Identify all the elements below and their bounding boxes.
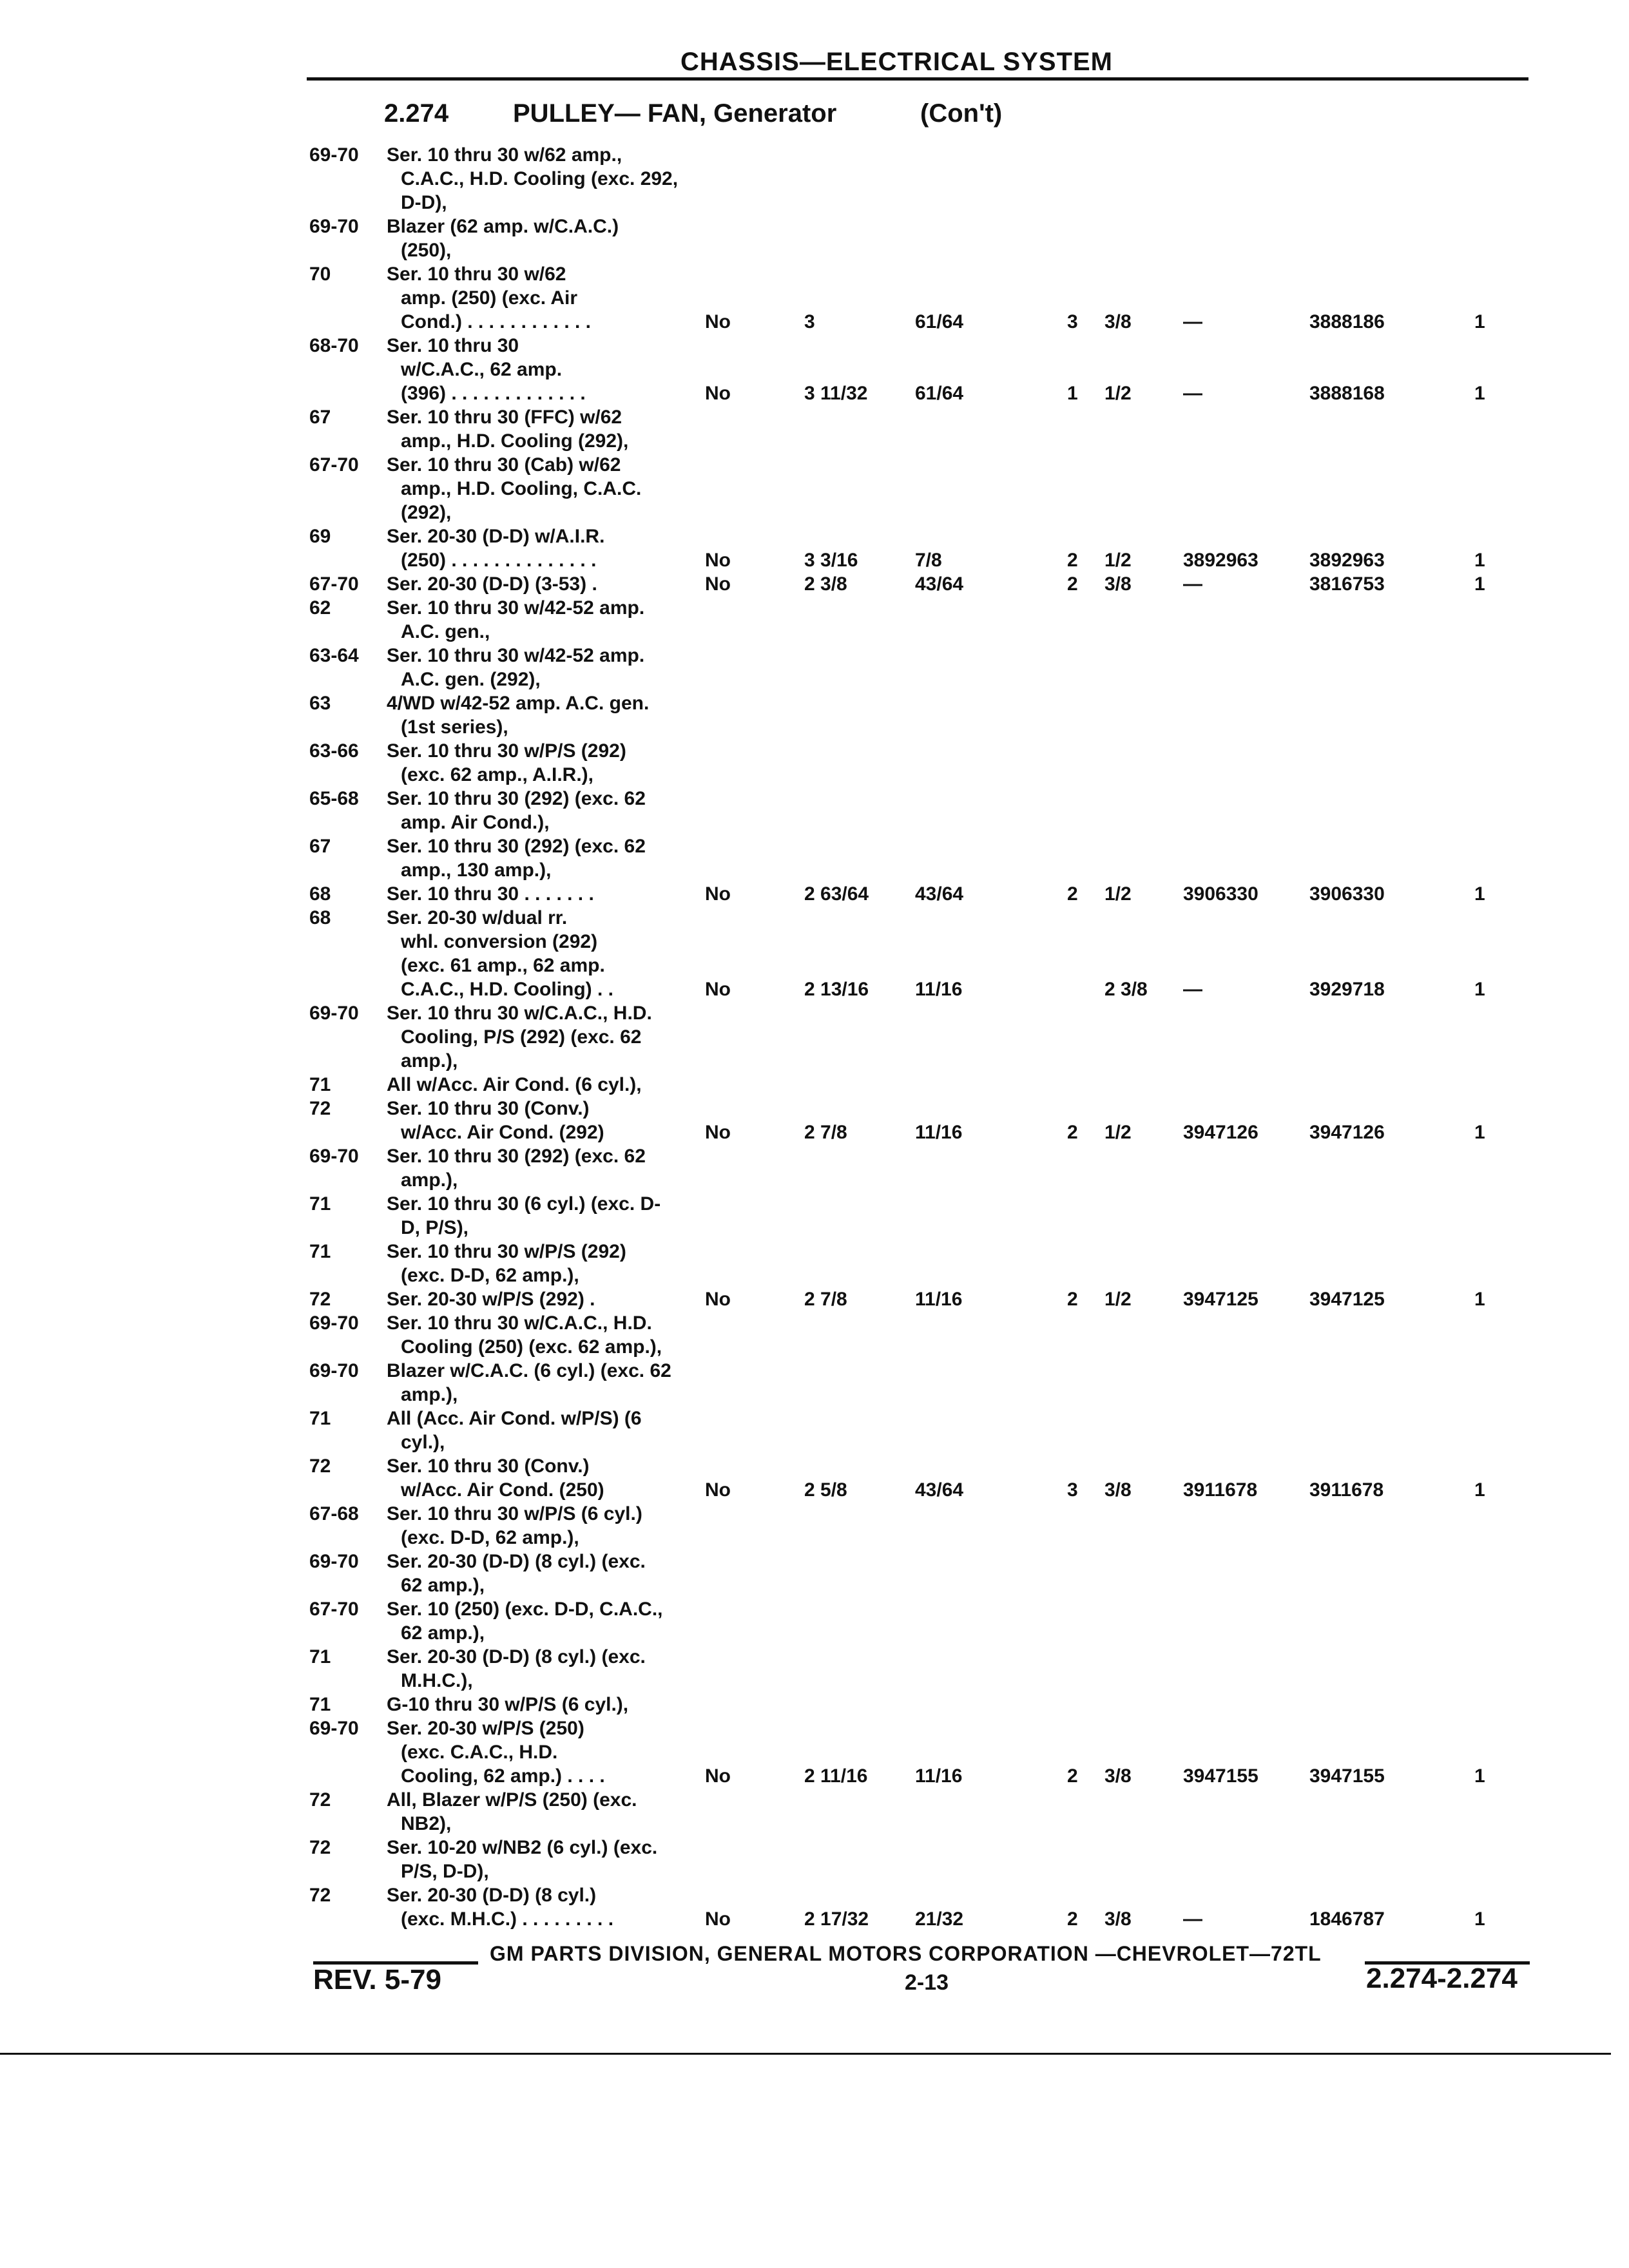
- application-description: Cond.) . . . . . . . . . . . .: [401, 311, 592, 332]
- list-item: [0, 1812, 1629, 1836]
- application-description: amp.),: [401, 1169, 458, 1191]
- model-years: 71: [309, 1646, 331, 1667]
- model-years: 67-70: [309, 573, 359, 595]
- list-item: [0, 882, 1629, 906]
- application-description: Ser. 10 thru 30 w/42-52 amp.: [387, 597, 645, 619]
- application-description: Ser. 10 thru 30 w/C.A.C., H.D.: [387, 1312, 652, 1334]
- part-number: 3929718: [1309, 979, 1385, 1000]
- application-description: 4/WD w/42-52 amp. A.C. gen.: [387, 693, 650, 714]
- list-item: [0, 1359, 1629, 1383]
- model-years: 72: [309, 1885, 331, 1906]
- model-years: 69-70: [309, 1551, 359, 1572]
- model-years: 68: [309, 883, 331, 905]
- list-item: [0, 930, 1629, 954]
- application-description: All (Acc. Air Cond. w/P/S) (6: [387, 1408, 642, 1429]
- availability: No: [705, 573, 731, 595]
- application-description: amp. (250) (exc. Air: [401, 287, 577, 309]
- list-item: [0, 1144, 1629, 1168]
- section-number: 2.274: [384, 99, 449, 128]
- availability: No: [705, 1479, 731, 1501]
- availability: No: [705, 383, 731, 404]
- model-years: 71: [309, 1408, 331, 1429]
- model-years: 70: [309, 264, 331, 285]
- list-item: [0, 1001, 1629, 1025]
- dimension-a: 2 3/8: [804, 573, 847, 595]
- list-item: [0, 858, 1629, 882]
- dimension-c-fraction: 3/8: [1104, 311, 1132, 332]
- group-part-number: 3892963: [1183, 550, 1258, 571]
- list-item: [0, 524, 1629, 548]
- dimension-b: 43/64: [915, 573, 964, 595]
- dimension-c-fraction: 3/8: [1104, 1908, 1132, 1930]
- list-item: [0, 1240, 1629, 1264]
- quantity: 1: [1474, 883, 1485, 905]
- page-title: CHASSIS—ELECTRICAL SYSTEM: [680, 48, 1113, 76]
- list-item: [0, 167, 1629, 191]
- section-heading: [384, 99, 1002, 128]
- group-part-number: 3947126: [1183, 1122, 1258, 1143]
- application-description: (396) . . . . . . . . . . . . .: [401, 383, 586, 404]
- list-item: [0, 405, 1629, 429]
- application-description: (292),: [401, 502, 452, 523]
- list-item: [0, 1168, 1629, 1192]
- list-item: [0, 644, 1629, 668]
- dimension-b: 11/16: [915, 1289, 963, 1310]
- model-years: 62: [309, 597, 331, 619]
- dimension-c-fraction: 3/8: [1104, 1765, 1132, 1787]
- dimension-b: 43/64: [915, 883, 964, 905]
- application-description: Ser. 20-30 w/P/S (292) .: [387, 1289, 595, 1310]
- list-item: [0, 1645, 1629, 1669]
- model-years: 69-70: [309, 1003, 359, 1024]
- model-years: 72: [309, 1789, 331, 1811]
- list-item: [0, 668, 1629, 691]
- application-description: 62 amp.),: [401, 1575, 485, 1596]
- application-description: Ser. 10 thru 30: [387, 335, 519, 356]
- model-years: 69-70: [309, 216, 359, 237]
- application-description: amp., 130 amp.),: [401, 860, 552, 881]
- application-description: amp.),: [401, 1384, 458, 1405]
- model-years: 63-64: [309, 645, 359, 666]
- dimension-a: 3 11/32: [804, 383, 868, 404]
- footer-publisher: GM PARTS DIVISION, GENERAL MOTORS CORPORATION —CHEVROLET—72TL: [490, 1942, 1322, 1965]
- application-description: Ser. 20-30 (D-D) (8 cyl.) (exc.: [387, 1551, 646, 1572]
- application-description: G-10 thru 30 w/P/S (6 cyl.),: [387, 1694, 629, 1715]
- section-name: PULLEY— FAN, Generator: [513, 99, 837, 128]
- application-description: amp. Air Cond.),: [401, 812, 550, 833]
- list-item: [0, 596, 1629, 620]
- model-years: 67: [309, 836, 331, 857]
- quantity: 1: [1474, 979, 1485, 1000]
- list-item: [0, 1836, 1629, 1860]
- list-item: [0, 1407, 1629, 1430]
- model-years: 69-70: [309, 1146, 359, 1167]
- application-description: P/S, D-D),: [401, 1861, 489, 1882]
- bottom-rule: [0, 2053, 1611, 2055]
- application-description: Ser. 20-30 (D-D) (8 cyl.) (exc.: [387, 1646, 646, 1667]
- list-item: [0, 334, 1629, 358]
- application-description: D, P/S),: [401, 1217, 469, 1238]
- dimension-c: 1: [1067, 383, 1078, 404]
- model-years: 71: [309, 1694, 331, 1715]
- part-number: 1846787: [1309, 1908, 1385, 1930]
- page-number: 2-13: [905, 1970, 949, 1995]
- list-item: [0, 381, 1629, 405]
- dimension-b: 43/64: [915, 1479, 964, 1501]
- dimension-c: 2: [1067, 1289, 1078, 1310]
- list-item: [0, 429, 1629, 453]
- dimension-c: 2: [1067, 550, 1078, 571]
- availability: No: [705, 1289, 731, 1310]
- group-part-number: —: [1183, 1908, 1202, 1930]
- application-description: w/Acc. Air Cond. (250): [401, 1479, 604, 1501]
- list-item: [0, 191, 1629, 215]
- revision-label: REV. 5-79: [313, 1964, 441, 1995]
- dimension-c: 3: [1067, 311, 1078, 332]
- list-item: [0, 453, 1629, 477]
- dimension-a: 2 63/64: [804, 883, 869, 905]
- model-years: 72: [309, 1456, 331, 1477]
- dimension-b: 11/16: [915, 1122, 963, 1143]
- part-number: 3911678: [1309, 1479, 1384, 1501]
- model-years: 68: [309, 907, 331, 928]
- dimension-c-fraction: 3/8: [1104, 573, 1132, 595]
- application-description: Ser. 10 thru 30 w/P/S (292): [387, 740, 626, 762]
- list-item: [0, 620, 1629, 644]
- dimension-a: 2 5/8: [804, 1479, 847, 1501]
- dimension-b: 21/32: [915, 1908, 964, 1930]
- application-description: (exc. D-D, 62 amp.),: [401, 1527, 579, 1548]
- dimension-c-fraction: 2 3/8: [1104, 979, 1148, 1000]
- dimension-b: 61/64: [915, 383, 964, 404]
- list-item: [0, 238, 1629, 262]
- model-years: 67-70: [309, 1599, 359, 1620]
- group-part-number: 3906330: [1183, 883, 1258, 905]
- part-number: 3947125: [1309, 1289, 1385, 1310]
- availability: No: [705, 979, 731, 1000]
- header-rule: [307, 77, 1528, 81]
- availability: No: [705, 1908, 731, 1930]
- model-years: 67: [309, 407, 331, 428]
- application-description: w/C.A.C., 62 amp.: [401, 359, 563, 380]
- list-item: [0, 548, 1629, 572]
- list-item: [0, 1669, 1629, 1693]
- list-item: [0, 906, 1629, 930]
- list-item: [0, 1621, 1629, 1645]
- group-part-number: 3947125: [1183, 1289, 1258, 1310]
- list-item: [0, 262, 1629, 286]
- part-number: 3816753: [1309, 573, 1385, 595]
- application-description: Blazer w/C.A.C. (6 cyl.) (exc. 62: [387, 1360, 671, 1381]
- list-item: [0, 1335, 1629, 1359]
- list-item: [0, 1311, 1629, 1335]
- parts-list: [0, 143, 1629, 1931]
- part-number: 3888186: [1309, 311, 1385, 332]
- availability: No: [705, 311, 731, 332]
- list-item: [0, 501, 1629, 524]
- application-description: Ser. 10 thru 30 w/42-52 amp.: [387, 645, 645, 666]
- part-number: 3947126: [1309, 1122, 1385, 1143]
- application-description: amp.),: [401, 1050, 458, 1072]
- dimension-c-fraction: 3/8: [1104, 1479, 1132, 1501]
- application-description: Ser. 10 thru 30 w/P/S (292): [387, 1241, 626, 1262]
- application-description: Ser. 20-30 (D-D) (3-53) .: [387, 573, 597, 595]
- list-item: [0, 358, 1629, 381]
- dimension-c: 2: [1067, 573, 1078, 595]
- application-description: Ser. 20-30 w/dual rr.: [387, 907, 568, 928]
- dimension-c: 2: [1067, 1765, 1078, 1787]
- application-description: (250) . . . . . . . . . . . . . .: [401, 550, 597, 571]
- application-description: (exc. M.H.C.) . . . . . . . . .: [401, 1908, 614, 1930]
- dimension-a: 2 17/32: [804, 1908, 869, 1930]
- list-item: [0, 1883, 1629, 1907]
- list-item: [0, 1788, 1629, 1812]
- quantity: 1: [1474, 1765, 1485, 1787]
- availability: No: [705, 883, 731, 905]
- list-item: [0, 1264, 1629, 1287]
- application-description: Ser. 10 thru 30 w/62: [387, 264, 566, 285]
- list-item: [0, 977, 1629, 1001]
- dimension-c-fraction: 1/2: [1104, 383, 1132, 404]
- group-part-number: —: [1183, 311, 1202, 332]
- list-item: [0, 286, 1629, 310]
- group-part-number: 3947155: [1183, 1765, 1258, 1787]
- list-item: [0, 739, 1629, 763]
- application-description: (exc. D-D, 62 amp.),: [401, 1265, 579, 1286]
- quantity: 1: [1474, 1908, 1485, 1930]
- dimension-c: 2: [1067, 1908, 1078, 1930]
- quantity: 1: [1474, 311, 1485, 332]
- application-description: Ser. 10 (250) (exc. D-D, C.A.C.,: [387, 1599, 663, 1620]
- dimension-a: 3 3/16: [804, 550, 858, 571]
- dimension-c: 2: [1067, 883, 1078, 905]
- application-description: Blazer (62 amp. w/C.A.C.): [387, 216, 619, 237]
- dimension-b: 11/16: [915, 979, 963, 1000]
- model-years: 65-68: [309, 788, 359, 809]
- application-description: C.A.C., H.D. Cooling) . .: [401, 979, 613, 1000]
- list-item: [0, 1502, 1629, 1526]
- application-description: Ser. 10 thru 30 (Conv.): [387, 1098, 590, 1119]
- dimension-c-fraction: 1/2: [1104, 1289, 1132, 1310]
- model-years: 71: [309, 1241, 331, 1262]
- application-description: (1st series),: [401, 716, 508, 738]
- model-years: 69: [309, 526, 331, 547]
- availability: No: [705, 550, 731, 571]
- model-years: 72: [309, 1837, 331, 1858]
- model-years: 68-70: [309, 335, 359, 356]
- model-years: 72: [309, 1289, 331, 1310]
- list-item: [0, 1430, 1629, 1454]
- part-number: 3947155: [1309, 1765, 1385, 1787]
- list-item: [0, 787, 1629, 811]
- model-years: 67-68: [309, 1503, 359, 1524]
- group-part-number: —: [1183, 979, 1202, 1000]
- application-description: 62 amp.),: [401, 1622, 485, 1644]
- list-item: [0, 1192, 1629, 1216]
- model-years: 63-66: [309, 740, 359, 762]
- list-item: [0, 1216, 1629, 1240]
- application-description: w/Acc. Air Cond. (292): [401, 1122, 604, 1143]
- application-description: Ser. 10 thru 30 w/62 amp.,: [387, 144, 622, 166]
- application-description: C.A.C., H.D. Cooling (exc. 292,: [401, 168, 679, 189]
- application-description: Ser. 10 thru 30 (Cab) w/62: [387, 454, 621, 476]
- section-range: 2.274-2.274: [1366, 1963, 1518, 1994]
- application-description: Ser. 20-30 (D-D) (8 cyl.): [387, 1885, 597, 1906]
- quantity: 1: [1474, 1122, 1485, 1143]
- application-description: Ser. 20-30 (D-D) w/A.I.R.: [387, 526, 605, 547]
- application-description: (exc. 62 amp., A.I.R.),: [401, 764, 593, 785]
- dimension-a: 2 13/16: [804, 979, 869, 1000]
- application-description: Cooling (250) (exc. 62 amp.),: [401, 1336, 662, 1358]
- application-description: Cooling, 62 amp.) . . . .: [401, 1765, 605, 1787]
- list-item: [0, 834, 1629, 858]
- dimension-a: 2 7/8: [804, 1122, 847, 1143]
- quantity: 1: [1474, 550, 1485, 571]
- application-description: amp., H.D. Cooling (292),: [401, 430, 629, 452]
- group-part-number: 3911678: [1183, 1479, 1258, 1501]
- application-description: Ser. 10 thru 30 (292) (exc. 62: [387, 836, 646, 857]
- list-item: [0, 811, 1629, 834]
- model-years: 72: [309, 1098, 331, 1119]
- group-part-number: —: [1183, 383, 1202, 404]
- model-years: 69-70: [309, 1312, 359, 1334]
- dimension-a: 3: [804, 311, 815, 332]
- application-description: D-D),: [401, 192, 447, 213]
- application-description: Ser. 10 thru 30 w/C.A.C., H.D.: [387, 1003, 652, 1024]
- application-description: whl. conversion (292): [401, 931, 598, 952]
- application-description: cyl.),: [401, 1432, 445, 1453]
- list-item: [0, 691, 1629, 715]
- part-number: 3892963: [1309, 550, 1385, 571]
- application-description: Ser. 10 thru 30 . . . . . . .: [387, 883, 594, 905]
- availability: No: [705, 1765, 731, 1787]
- list-item: [0, 1073, 1629, 1097]
- model-years: 71: [309, 1074, 331, 1095]
- quantity: 1: [1474, 383, 1485, 404]
- application-description: Ser. 10 thru 30 (292) (exc. 62: [387, 1146, 646, 1167]
- application-description: Ser. 10-20 w/NB2 (6 cyl.) (exc.: [387, 1837, 658, 1858]
- list-item: [0, 1573, 1629, 1597]
- list-item: [0, 143, 1629, 167]
- dimension-b: 7/8: [915, 550, 942, 571]
- list-item: [0, 1025, 1629, 1049]
- dimension-b: 11/16: [915, 1765, 963, 1787]
- dimension-a: 2 11/16: [804, 1765, 868, 1787]
- dimension-c-fraction: 1/2: [1104, 883, 1132, 905]
- application-description: A.C. gen.,: [401, 621, 490, 642]
- application-description: amp., H.D. Cooling, C.A.C.: [401, 478, 642, 499]
- list-item: [0, 1049, 1629, 1073]
- list-item: [0, 1454, 1629, 1478]
- model-years: 71: [309, 1193, 331, 1215]
- application-description: Ser. 10 thru 30 w/P/S (6 cyl.): [387, 1503, 642, 1524]
- model-years: 69-70: [309, 1360, 359, 1381]
- application-description: Ser. 10 thru 30 (292) (exc. 62: [387, 788, 646, 809]
- list-item: [0, 1907, 1629, 1931]
- dimension-c: 3: [1067, 1479, 1078, 1501]
- list-item: [0, 763, 1629, 787]
- list-item: [0, 1860, 1629, 1883]
- application-description: All, Blazer w/P/S (250) (exc.: [387, 1789, 637, 1811]
- application-description: A.C. gen. (292),: [401, 669, 541, 690]
- model-years: 63: [309, 693, 331, 714]
- application-description: Ser. 10 thru 30 (6 cyl.) (exc. D-: [387, 1193, 661, 1215]
- quantity: 1: [1474, 573, 1485, 595]
- dimension-a: 2 7/8: [804, 1289, 847, 1310]
- application-description: M.H.C.),: [401, 1670, 473, 1691]
- part-number: 3888168: [1309, 383, 1385, 404]
- application-description: All w/Acc. Air Cond. (6 cyl.),: [387, 1074, 642, 1095]
- list-item: [0, 1716, 1629, 1740]
- application-description: NB2),: [401, 1813, 452, 1834]
- dimension-c-fraction: 1/2: [1104, 550, 1132, 571]
- availability: No: [705, 1122, 731, 1143]
- dimension-b: 61/64: [915, 311, 964, 332]
- list-item: [0, 1764, 1629, 1788]
- list-item: [0, 1597, 1629, 1621]
- list-item: [0, 310, 1629, 334]
- dimension-c-fraction: 1/2: [1104, 1122, 1132, 1143]
- model-years: 69-70: [309, 1718, 359, 1739]
- list-item: [0, 215, 1629, 238]
- part-number: 3906330: [1309, 883, 1385, 905]
- application-description: Ser. 20-30 w/P/S (250): [387, 1718, 584, 1739]
- section-note: (Con't): [920, 99, 1003, 128]
- model-years: 69-70: [309, 144, 359, 166]
- application-description: Cooling, P/S (292) (exc. 62: [401, 1026, 642, 1048]
- quantity: 1: [1474, 1289, 1485, 1310]
- application-description: Ser. 10 thru 30 (Conv.): [387, 1456, 590, 1477]
- list-item: [0, 715, 1629, 739]
- list-item: [0, 1287, 1629, 1311]
- model-years: 67-70: [309, 454, 359, 476]
- list-item: [0, 1097, 1629, 1120]
- application-description: Ser. 10 thru 30 (FFC) w/62: [387, 407, 622, 428]
- list-item: [0, 1693, 1629, 1716]
- application-description: (exc. 61 amp., 62 amp.: [401, 955, 605, 976]
- list-item: [0, 1740, 1629, 1764]
- application-description: (250),: [401, 240, 452, 261]
- list-item: [0, 1383, 1629, 1407]
- list-item: [0, 477, 1629, 501]
- list-item: [0, 1120, 1629, 1144]
- application-description: (exc. C.A.C., H.D.: [401, 1742, 558, 1763]
- list-item: [0, 1526, 1629, 1550]
- dimension-c: 2: [1067, 1122, 1078, 1143]
- group-part-number: —: [1183, 573, 1202, 595]
- list-item: [0, 954, 1629, 977]
- list-item: [0, 1550, 1629, 1573]
- quantity: 1: [1474, 1479, 1485, 1501]
- list-item: [0, 1478, 1629, 1502]
- list-item: [0, 572, 1629, 596]
